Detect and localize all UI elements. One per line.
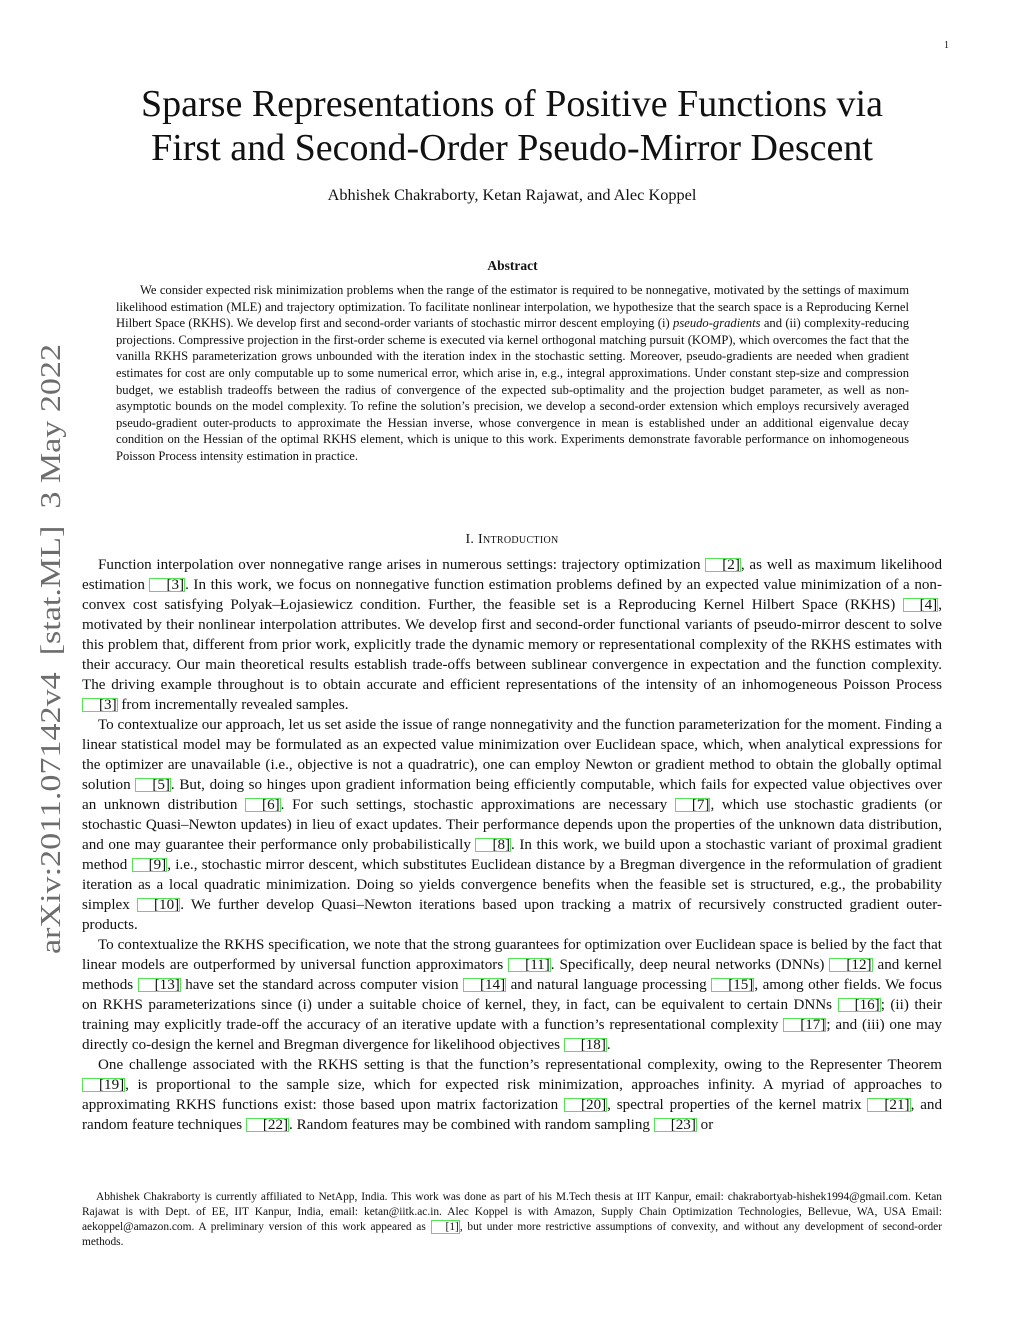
paragraph-text: ; and (iii) one may directly co-design the kernel and Bregman divergence for likelihood objectives [82,1017,942,1053]
citation-link[interactable]: [3] [149,578,185,592]
introduction-body [82,555,942,1135]
abstract-text: We consider expected risk minimization problems when the range of the estimator is required to be nonnegative, motivated by the settings of maximum likelihood estimation (MLE) and trajectory optimization. To facilitate nonlinear interpolation, we hypothesize that the search space is a Reproducing Kernel Hilbert Space (RKHS). We develop first and second-order variants of stochastic mirror descent employing (i) [116,283,909,331]
citation-link[interactable]: [22] [246,1118,289,1132]
paragraph-text: To contextualize the RKHS specification, we note that the strong guarantees for optimization over Euclidean space is belied by the fact that linear models are outperformed by universal function approximators [82,937,942,973]
paper-title [82,82,942,170]
citation-link[interactable]: [15] [711,978,754,992]
citation-link[interactable]: [6] [245,798,281,812]
abstract [116,258,909,465]
paragraph-text: or [696,1117,714,1133]
paragraph-text: To contextualize our approach, let us set aside the issue of range nonnegativity and the function parameterization for the moment. Finding a linear statistical model may be formulated as an expected value minimization over Euclidean space, which, when analytical expressions for the optimizer are unavailable (i.e., objective is not a quadratric), one can employ Newton or gradient method to obtain the globally optimal solution [82,717,942,793]
citation-link[interactable]: [7] [675,798,711,812]
paragraph-text: have set the standard across computer vision [180,977,463,993]
paragraph-text: , as well as maximum likelihood estimation [82,557,942,593]
paragraph-text: . In this work, we build upon a stochastic variant of proximal gradient method [82,837,942,873]
footnote-text-part: Abhishek Chakraborty is currently affiliated to NetApp, India. This work was done as part of his M.Tech thesis at IIT Kanpur, email: chakrabortyab-hishek1994@gmail.com. Ketan Rajawat is with Dept. of EE, IIT Kanpur, India, email: ketan@iitk.ac.in. Alec Koppel is with Amazon, Supply Chain Optimization Technologies, Bellevue, WA, USA Email: aekoppel@amazon.com. A preliminary version of this work appeared as [82,1191,942,1233]
paragraph-text: . Specifically, deep neural networks (DNNs) [550,957,830,973]
paragraph [82,935,942,1055]
paragraph-text: , which use stochastic gradients (or stochastic Quasi–Newton updates) in lieu of exact updates. Their performance depends upon the properties of the unknown data distribution, and one may guarantee their performance only probabilistically [82,797,943,853]
citation-link[interactable]: [11] [508,958,551,972]
paragraph-text: . We further develop Quasi–Newton iterations based upon tracking a matrix of recursively constructed gradient outer-products. [82,897,942,933]
citation-link[interactable]: [9] [132,858,168,872]
abstract-body [116,282,909,465]
citation-link[interactable]: [23] [654,1118,697,1132]
paragraph-text: , among other fields. We focus on RKHS parameterizations since (i) under a suitable choice of kernel, they, in fact, can be equivalent to certain DNNs [82,977,943,1013]
paragraph-text: , motivated by their nonlinear interpolation attributes. We develop first and second-order functional variants of pseudo-mirror descent to solve this problem that, different from prior work, explicitly trade the dynamic memory or representational complexity of the RKHS estimates with their accuracy. Our main theoretical results establish trade-offs between sublinear convergence in expectation and the function complexity. The driving example throughout is to obtain accurate and efficient representations of the intensity of an inhomogeneous Poisson Process [82,597,942,693]
citation-link[interactable]: [13] [138,978,181,992]
arxiv-stamp-text: arXiv:2011.07142v4 [stat.ML] 3 May 2022 [36,443,67,954]
paragraph-text: . In this work, we focus on nonnegative function estimation problems defined by an expected value minimization of a non-convex cost satisfying Polyak–Łojasiewicz condition. Further, the feasible set is a Reproducing Kernel Hilbert Space (RKHS) [82,577,942,613]
paragraph-text: , spectral properties of the kernel matrix [607,1097,868,1113]
citation-link[interactable]: [2] [705,558,741,572]
paragraph-text: , is proportional to the sample size, which for expected risk minimization, approaches infinity. A myriad of approaches to approximating RKHS functions exist: those based upon matrix factorization [82,1077,942,1113]
citation-link[interactable]: [17] [783,1018,826,1032]
paragraph [82,1055,942,1135]
page-number: 1 [944,40,949,51]
citation-link[interactable]: [16] [838,998,881,1012]
citation-link[interactable]: [1] [431,1220,460,1234]
paragraph [82,715,942,935]
citation-link[interactable]: [4] [903,598,939,612]
authors: Abhishek Chakraborty, Ketan Rajawat, and Alec Koppel [327,185,697,204]
paragraph-text: from incrementally revealed samples. [117,697,349,713]
paragraph-text: . But, doing so hinges upon gradient information being efficiently computable, which fails for expected value objectives over an unknown distribution [82,777,942,813]
citation-link[interactable]: [5] [135,778,171,792]
title-line-1: Sparse Representations of Positive Functions via [141,83,883,125]
paragraph-text: and natural language processing [506,977,712,993]
section-heading: I. Introduction [465,532,559,547]
paragraph-text: . For such settings, stochastic approximations are necessary [280,797,675,813]
paragraph-text: One challenge associated with the RKHS setting is that the function’s representational complexity, owing to the Representer Theorem [98,1057,942,1073]
citation-link[interactable]: [8] [475,838,511,852]
footnote [82,1190,942,1250]
paragraph-text: , and random feature techniques [82,1097,942,1133]
abstract-emphasis: pseudo-gradients [673,316,761,331]
citation-link[interactable]: [3] [82,698,118,712]
footnote-text-part: , but under more restrictive assumptions of convexity, and without any development of second-order methods. [82,1221,942,1248]
abstract-heading: Abstract [487,258,538,273]
abstract-text: and (ii) complexity-reducing projections. Compressive projection in the first-order scheme is executed via kernel orthogonal matching pursuit (KOMP), which overcomes the fact that the vanilla RKHS parameterization grows unbounded with the iteration index in the stochastic setting. Moreover, pseudo-gradients are needed when gradient estimates for cost are only computable up to some numerical error, which arise in, e.g., integral approximations. Under constant step-size and compression budget, we establish tradeoffs between the radius of convergence of the expected sub-optimality and the projection budget parameter, as well as non-asymptotic bounds on the model complexity. To refine the solution’s precision, we develop a second-order extension which employs recursively averaged pseudo-gradient outer-products to approximate the Hessian inverse, whose convergence in mean is established under an additional eigenvalue decay condition on the Hessian of the optimal RKHS element, which is unique to this work. Experiments demonstrate favorable performance on inhomogeneous Poisson Process intensity estimation in practice. [116,316,909,463]
citation-link[interactable]: [18] [564,1038,607,1052]
arxiv-stamp [16,344,76,954]
citation-link[interactable]: [21] [867,1098,910,1112]
paragraph-text: ; (ii) their training may explicitly trade-off the accuracy of an iterative update with a function’s representational complexity [82,997,942,1033]
paragraph-text: and kernel methods [82,957,942,993]
citation-link[interactable]: [14] [463,978,506,992]
citation-link[interactable]: [20] [564,1098,607,1112]
paragraph [82,555,942,715]
citation-link[interactable]: [12] [829,958,872,972]
citation-link[interactable]: [19] [82,1078,125,1092]
paragraph-text: . Random features may be combined with random sampling [289,1117,654,1133]
paragraph-text: . [606,1037,611,1053]
footnote-text [82,1190,942,1250]
citation-link[interactable]: [10] [137,898,180,912]
paragraph-text: , i.e., stochastic mirror descent, which substitutes Euclidean distance by a Bregman divergence in the reformulation of gradient iteration as a local quadratic minimization. Doing so yields convergence benefits when the feasible set is structured, e.g., the probability simplex [82,857,942,913]
title-line-2: First and Second-Order Pseudo-Mirror Descent [151,127,873,169]
paragraph-text: Function interpolation over nonnegative range arises in numerous settings: trajectory optimization [98,557,706,573]
